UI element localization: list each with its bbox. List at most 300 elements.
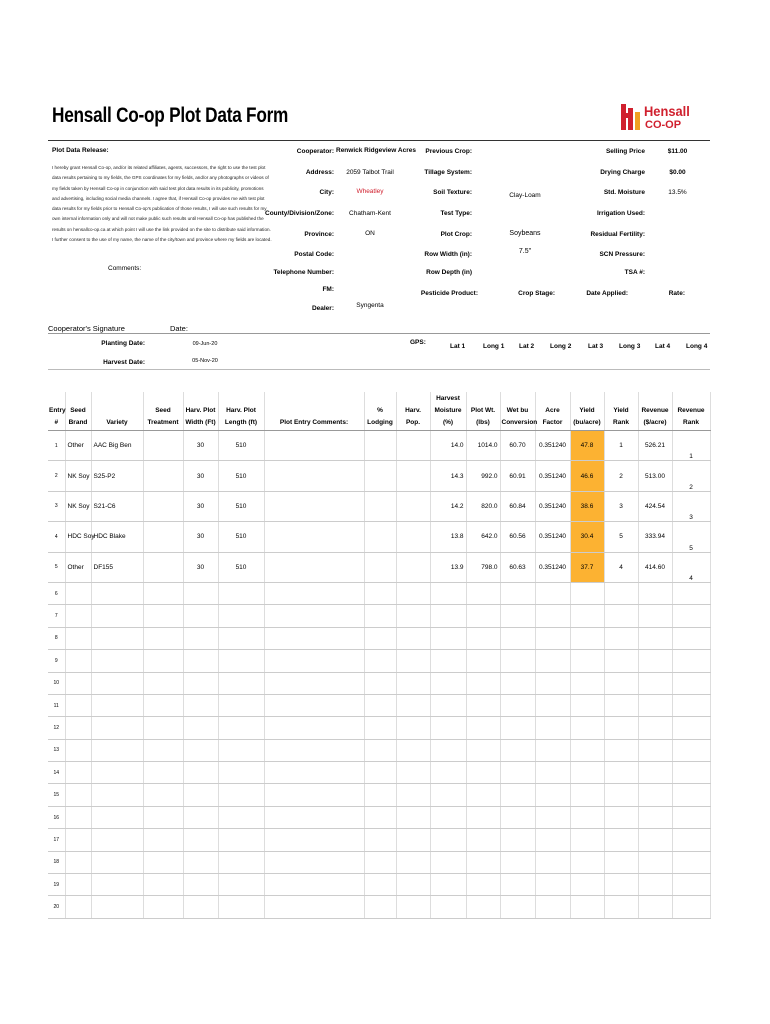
- cell-empty[interactable]: [264, 739, 364, 761]
- cell-empty[interactable]: [91, 739, 143, 761]
- cell-empty[interactable]: [500, 605, 535, 627]
- cell-empty[interactable]: [364, 431, 396, 461]
- cell-empty[interactable]: [466, 672, 500, 694]
- cell-empty[interactable]: [396, 650, 430, 672]
- cell-empty[interactable]: [65, 762, 91, 784]
- cell-empty[interactable]: [570, 627, 604, 649]
- cell-empty[interactable]: [672, 762, 710, 784]
- cell-empty[interactable]: [396, 874, 430, 896]
- cell-empty[interactable]: [604, 829, 638, 851]
- cell-empty[interactable]: [638, 896, 672, 918]
- cell-empty[interactable]: [143, 896, 183, 918]
- cell-empty[interactable]: [218, 605, 264, 627]
- cell-empty[interactable]: [466, 650, 500, 672]
- cell-empty[interactable]: [430, 672, 466, 694]
- cell-empty[interactable]: [65, 784, 91, 806]
- cell-empty[interactable]: [466, 605, 500, 627]
- cell-empty[interactable]: [672, 605, 710, 627]
- cell-empty[interactable]: [396, 672, 430, 694]
- cell-empty[interactable]: [364, 650, 396, 672]
- cell-empty[interactable]: [604, 717, 638, 739]
- cell-conv[interactable]: 60.56: [500, 522, 535, 552]
- cell-empty[interactable]: [91, 672, 143, 694]
- cell-empty[interactable]: [638, 874, 672, 896]
- cell-empty[interactable]: [535, 672, 570, 694]
- cell-empty[interactable]: [535, 784, 570, 806]
- cell-empty[interactable]: [91, 717, 143, 739]
- cell-empty[interactable]: [466, 694, 500, 716]
- dealer-value[interactable]: Syngenta: [356, 302, 384, 309]
- cell-empty[interactable]: [500, 784, 535, 806]
- cell-empty[interactable]: [65, 650, 91, 672]
- cell-empty[interactable]: [570, 605, 604, 627]
- cell-empty[interactable]: [604, 762, 638, 784]
- cell-empty[interactable]: [364, 522, 396, 552]
- cell-empty[interactable]: [570, 762, 604, 784]
- cell-empty[interactable]: [264, 491, 364, 521]
- cell-conv[interactable]: 60.63: [500, 552, 535, 582]
- cell-empty[interactable]: [218, 874, 264, 896]
- cell-empty[interactable]: [570, 694, 604, 716]
- cell-empty[interactable]: [218, 627, 264, 649]
- cell-empty[interactable]: [183, 874, 218, 896]
- cell-empty[interactable]: [143, 672, 183, 694]
- cell-empty[interactable]: [364, 806, 396, 828]
- cell-empty[interactable]: [65, 739, 91, 761]
- cell-empty[interactable]: [143, 806, 183, 828]
- cell-brand[interactable]: NK Soy: [65, 461, 91, 491]
- cell-empty[interactable]: [604, 672, 638, 694]
- cell-empty[interactable]: [466, 829, 500, 851]
- cell-empty[interactable]: [466, 627, 500, 649]
- cell-empty[interactable]: [396, 694, 430, 716]
- cell-empty[interactable]: [91, 806, 143, 828]
- cell-empty[interactable]: [672, 627, 710, 649]
- cell-rev[interactable]: 424.54: [638, 491, 672, 521]
- cell-empty[interactable]: [264, 694, 364, 716]
- cell-empty[interactable]: [638, 582, 672, 604]
- cell-empty[interactable]: [570, 784, 604, 806]
- cell-empty[interactable]: [430, 784, 466, 806]
- cell-empty[interactable]: [143, 431, 183, 461]
- cell-empty[interactable]: [364, 694, 396, 716]
- cell-empty[interactable]: [264, 582, 364, 604]
- cell-empty[interactable]: [430, 829, 466, 851]
- cell-rev[interactable]: 513.00: [638, 461, 672, 491]
- cell-width[interactable]: 30: [183, 552, 218, 582]
- cell-empty[interactable]: [218, 762, 264, 784]
- cell-empty[interactable]: [91, 762, 143, 784]
- cell-empty[interactable]: [396, 522, 430, 552]
- cell-width[interactable]: 30: [183, 431, 218, 461]
- cell-empty[interactable]: [604, 605, 638, 627]
- cell-empty[interactable]: [183, 739, 218, 761]
- cell-empty[interactable]: [143, 739, 183, 761]
- cell-empty[interactable]: [91, 627, 143, 649]
- cell-brand[interactable]: Other: [65, 431, 91, 461]
- cell-empty[interactable]: [638, 829, 672, 851]
- cell-empty[interactable]: [218, 851, 264, 873]
- cell-empty[interactable]: [396, 431, 430, 461]
- cell-empty[interactable]: [638, 806, 672, 828]
- cell-variety[interactable]: DF155: [91, 552, 143, 582]
- cell-brand[interactable]: NK Soy: [65, 491, 91, 521]
- cell-empty[interactable]: [430, 739, 466, 761]
- cell-empty[interactable]: [430, 717, 466, 739]
- cell-empty[interactable]: [430, 762, 466, 784]
- cooperator-value[interactable]: Renwick Ridgeview Acres: [336, 147, 416, 154]
- cell-wt[interactable]: 642.0: [466, 522, 500, 552]
- cell-empty[interactable]: [570, 650, 604, 672]
- cell-empty[interactable]: [430, 605, 466, 627]
- cell-empty[interactable]: [466, 717, 500, 739]
- planting-date-value[interactable]: 09-Jun-20: [192, 341, 218, 347]
- cell-empty[interactable]: [396, 461, 430, 491]
- cell-empty[interactable]: [65, 694, 91, 716]
- cell-empty[interactable]: [264, 829, 364, 851]
- cell-empty[interactable]: [91, 851, 143, 873]
- cell-empty[interactable]: [364, 784, 396, 806]
- cell-empty[interactable]: [396, 552, 430, 582]
- cell-rev[interactable]: 526.21: [638, 431, 672, 461]
- cell-width[interactable]: 30: [183, 461, 218, 491]
- cell-empty[interactable]: [65, 896, 91, 918]
- cell-acre[interactable]: 0.351240: [535, 552, 570, 582]
- cell-empty[interactable]: [430, 582, 466, 604]
- cell-variety[interactable]: S21-C6: [91, 491, 143, 521]
- cell-empty[interactable]: [218, 784, 264, 806]
- cell-empty[interactable]: [604, 784, 638, 806]
- cell-empty[interactable]: [218, 694, 264, 716]
- cell-wt[interactable]: 798.0: [466, 552, 500, 582]
- cell-empty[interactable]: [91, 605, 143, 627]
- cell-empty[interactable]: [638, 650, 672, 672]
- cell-empty[interactable]: [570, 806, 604, 828]
- cell-empty[interactable]: [500, 582, 535, 604]
- cell-empty[interactable]: [65, 605, 91, 627]
- cell-empty[interactable]: [396, 491, 430, 521]
- cell-empty[interactable]: [65, 806, 91, 828]
- cell-empty[interactable]: [218, 582, 264, 604]
- cell-empty[interactable]: [91, 582, 143, 604]
- cell-conv[interactable]: 60.70: [500, 431, 535, 461]
- cell-moisture[interactable]: 14.3: [430, 461, 466, 491]
- cell-moisture[interactable]: 13.8: [430, 522, 466, 552]
- cell-empty[interactable]: [604, 582, 638, 604]
- cell-empty[interactable]: [183, 784, 218, 806]
- cell-empty[interactable]: [638, 605, 672, 627]
- cell-yield[interactable]: 38.6: [570, 491, 604, 521]
- cell-empty[interactable]: [143, 851, 183, 873]
- cell-empty[interactable]: [638, 851, 672, 873]
- cell-empty[interactable]: [65, 672, 91, 694]
- cell-empty[interactable]: [364, 627, 396, 649]
- cell-empty[interactable]: [672, 829, 710, 851]
- cell-variety[interactable]: AAC Big Ben: [91, 431, 143, 461]
- cell-empty[interactable]: [604, 874, 638, 896]
- cell-empty[interactable]: [91, 784, 143, 806]
- cell-empty[interactable]: [396, 896, 430, 918]
- cell-yield[interactable]: 37.7: [570, 552, 604, 582]
- cell-empty[interactable]: [396, 829, 430, 851]
- cell-empty[interactable]: [218, 717, 264, 739]
- cell-empty[interactable]: [65, 874, 91, 896]
- cell-acre[interactable]: 0.351240: [535, 431, 570, 461]
- cell-empty[interactable]: [143, 784, 183, 806]
- cell-empty[interactable]: [264, 762, 364, 784]
- county-value[interactable]: Chatham-Kent: [349, 210, 391, 217]
- cell-empty[interactable]: [570, 582, 604, 604]
- cell-empty[interactable]: [500, 806, 535, 828]
- cell-empty[interactable]: [91, 896, 143, 918]
- cell-moisture[interactable]: 14.0: [430, 431, 466, 461]
- cell-empty[interactable]: [143, 582, 183, 604]
- cell-empty[interactable]: [396, 739, 430, 761]
- cell-empty[interactable]: [183, 694, 218, 716]
- cell-length[interactable]: 510: [218, 431, 264, 461]
- cell-empty[interactable]: [535, 762, 570, 784]
- cell-empty[interactable]: [466, 582, 500, 604]
- cell-empty[interactable]: [364, 851, 396, 873]
- cell-empty[interactable]: [535, 739, 570, 761]
- cell-empty[interactable]: [672, 851, 710, 873]
- cell-empty[interactable]: [466, 806, 500, 828]
- cell-empty[interactable]: [364, 739, 396, 761]
- cell-empty[interactable]: [500, 874, 535, 896]
- cell-empty[interactable]: [218, 829, 264, 851]
- cell-rrank[interactable]: 5: [672, 522, 710, 552]
- cell-empty[interactable]: [364, 672, 396, 694]
- cell-yield[interactable]: 47.8: [570, 431, 604, 461]
- cell-empty[interactable]: [500, 650, 535, 672]
- cell-empty[interactable]: [218, 672, 264, 694]
- cell-empty[interactable]: [143, 829, 183, 851]
- cell-empty[interactable]: [91, 874, 143, 896]
- cell-empty[interactable]: [466, 874, 500, 896]
- cell-empty[interactable]: [535, 717, 570, 739]
- cell-empty[interactable]: [364, 717, 396, 739]
- address-value[interactable]: 2059 Talbot Trail: [346, 169, 394, 176]
- cell-empty[interactable]: [500, 717, 535, 739]
- cell-empty[interactable]: [143, 717, 183, 739]
- cell-rrank[interactable]: 4: [672, 552, 710, 582]
- cell-empty[interactable]: [604, 851, 638, 873]
- cell-empty[interactable]: [143, 552, 183, 582]
- cell-empty[interactable]: [672, 717, 710, 739]
- cell-empty[interactable]: [672, 650, 710, 672]
- cell-empty[interactable]: [264, 874, 364, 896]
- cell-empty[interactable]: [638, 694, 672, 716]
- cell-empty[interactable]: [143, 491, 183, 521]
- cell-width[interactable]: 30: [183, 522, 218, 552]
- cell-empty[interactable]: [396, 851, 430, 873]
- cell-empty[interactable]: [364, 582, 396, 604]
- cell-empty[interactable]: [396, 717, 430, 739]
- cell-empty[interactable]: [535, 806, 570, 828]
- cell-empty[interactable]: [570, 896, 604, 918]
- cell-empty[interactable]: [183, 605, 218, 627]
- cell-acre[interactable]: 0.351240: [535, 491, 570, 521]
- cell-conv[interactable]: 60.84: [500, 491, 535, 521]
- cell-empty[interactable]: [535, 650, 570, 672]
- cell-empty[interactable]: [264, 522, 364, 552]
- cell-empty[interactable]: [430, 896, 466, 918]
- cell-width[interactable]: 30: [183, 491, 218, 521]
- cell-empty[interactable]: [218, 896, 264, 918]
- cell-empty[interactable]: [65, 717, 91, 739]
- cell-empty[interactable]: [604, 650, 638, 672]
- cell-empty[interactable]: [500, 851, 535, 873]
- cell-empty[interactable]: [143, 874, 183, 896]
- cell-empty[interactable]: [570, 672, 604, 694]
- cell-wt[interactable]: 820.0: [466, 491, 500, 521]
- cell-empty[interactable]: [570, 829, 604, 851]
- cell-empty[interactable]: [183, 627, 218, 649]
- soil-value[interactable]: Clay-Loam: [509, 192, 541, 199]
- cell-empty[interactable]: [570, 717, 604, 739]
- cell-yrank[interactable]: 3: [604, 491, 638, 521]
- cell-length[interactable]: 510: [218, 461, 264, 491]
- cell-empty[interactable]: [672, 784, 710, 806]
- cell-variety[interactable]: HDC Blake: [91, 522, 143, 552]
- cell-empty[interactable]: [65, 851, 91, 873]
- cell-empty[interactable]: [364, 829, 396, 851]
- cell-empty[interactable]: [264, 461, 364, 491]
- cell-empty[interactable]: [396, 762, 430, 784]
- cell-empty[interactable]: [430, 874, 466, 896]
- cell-empty[interactable]: [466, 739, 500, 761]
- cell-empty[interactable]: [264, 851, 364, 873]
- cell-empty[interactable]: [672, 739, 710, 761]
- province-value[interactable]: ON: [365, 230, 375, 237]
- cell-empty[interactable]: [500, 829, 535, 851]
- cell-empty[interactable]: [430, 694, 466, 716]
- cell-empty[interactable]: [500, 627, 535, 649]
- cell-empty[interactable]: [466, 784, 500, 806]
- cell-empty[interactable]: [535, 896, 570, 918]
- cell-empty[interactable]: [466, 762, 500, 784]
- cell-yrank[interactable]: 2: [604, 461, 638, 491]
- cell-empty[interactable]: [183, 851, 218, 873]
- cell-empty[interactable]: [500, 672, 535, 694]
- cell-wt[interactable]: 992.0: [466, 461, 500, 491]
- cell-empty[interactable]: [500, 896, 535, 918]
- cell-empty[interactable]: [218, 739, 264, 761]
- cell-empty[interactable]: [535, 874, 570, 896]
- cell-empty[interactable]: [535, 627, 570, 649]
- cell-empty[interactable]: [264, 605, 364, 627]
- cell-empty[interactable]: [672, 694, 710, 716]
- cell-empty[interactable]: [466, 896, 500, 918]
- cell-empty[interactable]: [364, 552, 396, 582]
- cell-brand[interactable]: HDC Soy: [65, 522, 91, 552]
- cell-empty[interactable]: [535, 694, 570, 716]
- cell-empty[interactable]: [396, 605, 430, 627]
- cell-empty[interactable]: [183, 896, 218, 918]
- cell-empty[interactable]: [396, 806, 430, 828]
- cell-empty[interactable]: [638, 717, 672, 739]
- cell-empty[interactable]: [364, 896, 396, 918]
- cell-empty[interactable]: [604, 694, 638, 716]
- cell-yrank[interactable]: 5: [604, 522, 638, 552]
- cell-empty[interactable]: [143, 461, 183, 491]
- cell-rrank[interactable]: 2: [672, 461, 710, 491]
- cell-empty[interactable]: [570, 739, 604, 761]
- plot-crop-value[interactable]: Soybeans: [509, 230, 541, 237]
- cell-empty[interactable]: [570, 874, 604, 896]
- cell-empty[interactable]: [91, 650, 143, 672]
- cell-empty[interactable]: [604, 896, 638, 918]
- cell-yield[interactable]: 46.6: [570, 461, 604, 491]
- cell-empty[interactable]: [672, 672, 710, 694]
- cell-conv[interactable]: 60.91: [500, 461, 535, 491]
- cell-empty[interactable]: [264, 431, 364, 461]
- cell-rrank[interactable]: 3: [672, 491, 710, 521]
- cell-empty[interactable]: [91, 694, 143, 716]
- cell-empty[interactable]: [183, 650, 218, 672]
- cell-empty[interactable]: [396, 627, 430, 649]
- cell-empty[interactable]: [65, 829, 91, 851]
- cell-empty[interactable]: [218, 650, 264, 672]
- cell-length[interactable]: 510: [218, 522, 264, 552]
- cell-empty[interactable]: [183, 762, 218, 784]
- cell-empty[interactable]: [500, 739, 535, 761]
- cell-empty[interactable]: [638, 627, 672, 649]
- cell-moisture[interactable]: 14.2: [430, 491, 466, 521]
- drying-charge-value[interactable]: $0.00: [669, 169, 686, 176]
- cell-empty[interactable]: [430, 627, 466, 649]
- cell-acre[interactable]: 0.351240: [535, 461, 570, 491]
- cell-empty[interactable]: [430, 806, 466, 828]
- cell-empty[interactable]: [91, 829, 143, 851]
- cell-empty[interactable]: [638, 739, 672, 761]
- cell-empty[interactable]: [143, 627, 183, 649]
- cell-empty[interactable]: [183, 829, 218, 851]
- cell-empty[interactable]: [183, 717, 218, 739]
- cell-empty[interactable]: [143, 522, 183, 552]
- cell-empty[interactable]: [364, 605, 396, 627]
- cell-empty[interactable]: [65, 627, 91, 649]
- cell-empty[interactable]: [466, 851, 500, 873]
- cell-empty[interactable]: [672, 874, 710, 896]
- cell-empty[interactable]: [143, 650, 183, 672]
- cell-empty[interactable]: [364, 874, 396, 896]
- cell-empty[interactable]: [535, 851, 570, 873]
- cell-empty[interactable]: [535, 582, 570, 604]
- cell-empty[interactable]: [638, 784, 672, 806]
- cell-empty[interactable]: [264, 672, 364, 694]
- cell-empty[interactable]: [143, 605, 183, 627]
- row-width-value[interactable]: 7.5": [518, 248, 532, 255]
- cell-empty[interactable]: [638, 762, 672, 784]
- cell-empty[interactable]: [672, 806, 710, 828]
- cell-empty[interactable]: [396, 582, 430, 604]
- cell-empty[interactable]: [264, 784, 364, 806]
- cell-variety[interactable]: S25-P2: [91, 461, 143, 491]
- cell-rev[interactable]: 333.94: [638, 522, 672, 552]
- cell-empty[interactable]: [500, 762, 535, 784]
- cell-empty[interactable]: [264, 806, 364, 828]
- cell-moisture[interactable]: 13.9: [430, 552, 466, 582]
- std-moisture-value[interactable]: 13.5%: [668, 189, 687, 196]
- cell-empty[interactable]: [264, 650, 364, 672]
- cell-empty[interactable]: [65, 582, 91, 604]
- cell-empty[interactable]: [364, 461, 396, 491]
- cell-empty[interactable]: [570, 851, 604, 873]
- cell-rev[interactable]: 414.60: [638, 552, 672, 582]
- cell-yrank[interactable]: 1: [604, 431, 638, 461]
- cell-empty[interactable]: [183, 582, 218, 604]
